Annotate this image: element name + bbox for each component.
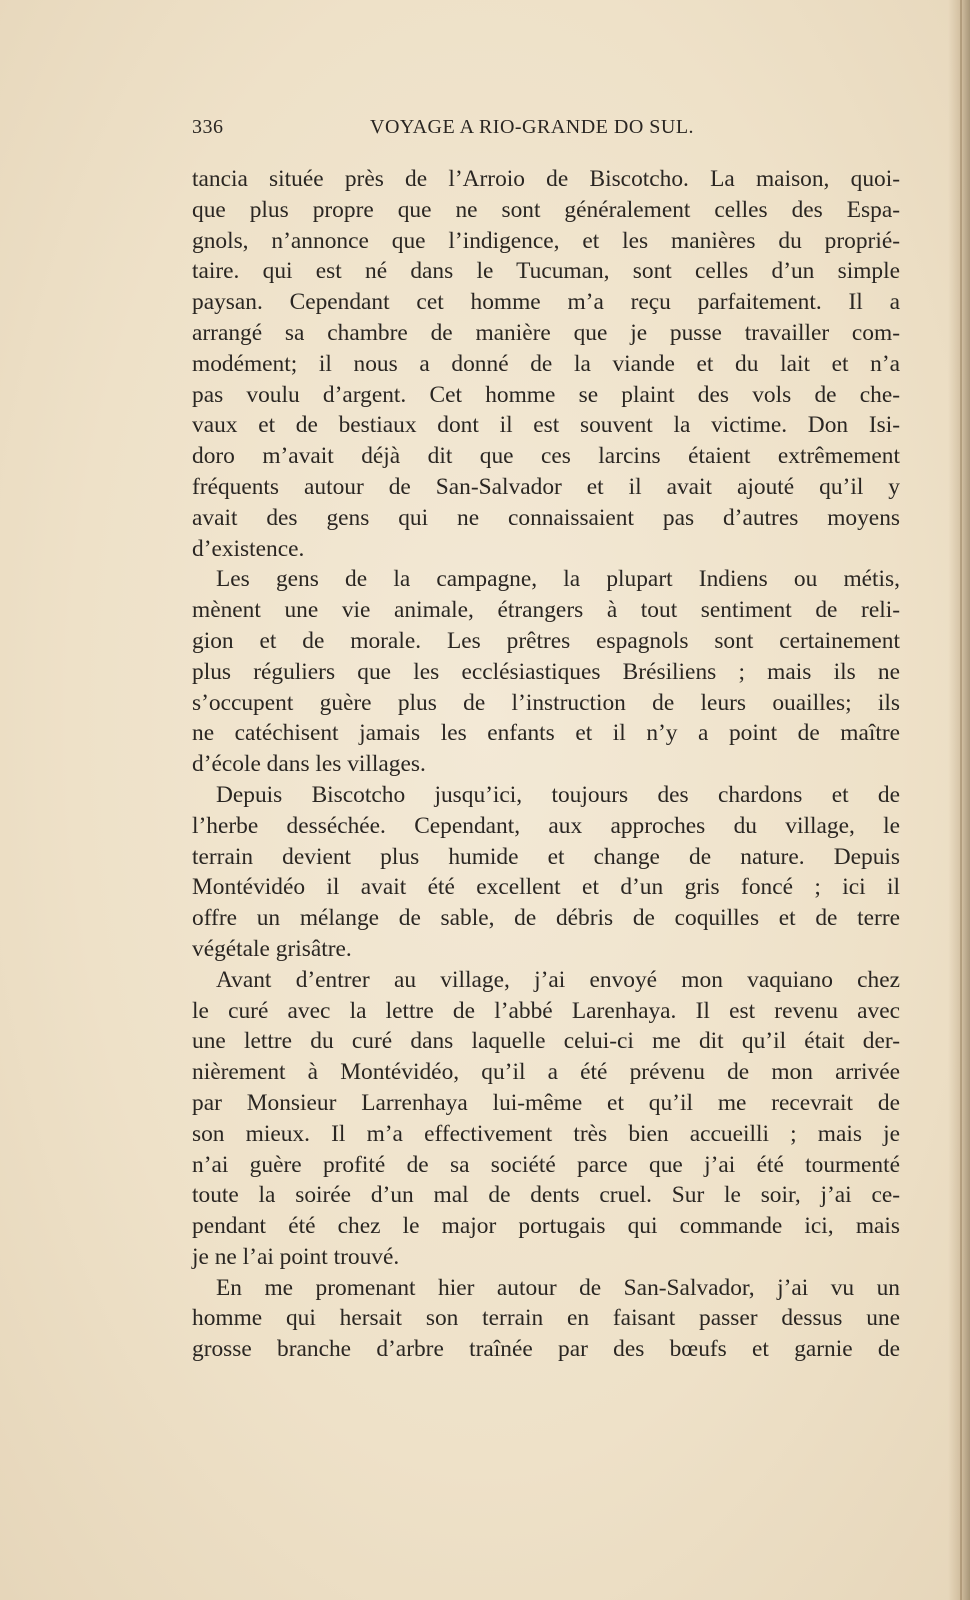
text-line: le curé avec la lettre de l’abbé Larenhaya. Il est revenu avec: [192, 997, 900, 1024]
text-line: tancia située près de l’Arroio de Biscotcho. La maison, quoi-: [192, 166, 900, 192]
text-line: pas voulu d’argent. Cet homme se plaint des vols de che-: [192, 381, 900, 408]
text-line: végétale grisâtre.: [192, 935, 352, 962]
text-line: toute la soirée d’un mal de dents cruel. Sur le soir, j’ai ce-: [192, 1182, 900, 1209]
body-text: [192, 164, 900, 1365]
text-line: homme qui hersait son terrain en faisant passer dessus une: [192, 1305, 900, 1332]
running-title: VOYAGE A RIO-GRANDE DO SUL.: [370, 116, 695, 138]
text-line: ne catéchisent jamais les enfants et il n’y a point de maître: [192, 720, 900, 747]
text-line: son mieux. Il m’a effectivement très bien accueilli ; mais je: [192, 1120, 900, 1147]
paragraph-4: [192, 965, 900, 1273]
text-line: nièrement à Montévidéo, qu’il a été prévenu de mon arrivée: [192, 1059, 900, 1086]
page-edge-line: [960, 0, 962, 1600]
text-line: mènent une vie animale, étrangers à tout sentiment de reli-: [192, 597, 900, 624]
text-line: Montévidéo il avait été excellent et d’un gris foncé ; ici il: [192, 874, 900, 901]
text-line: par Monsieur Larrenhaya lui-même et qu’il me recevrait de: [192, 1089, 900, 1116]
page-header: [192, 116, 900, 144]
text-line: une lettre du curé dans laquelle celui-ci me dit qu’il était der-: [192, 1028, 900, 1055]
text-line: Les gens de la campagne, la plupart Indiens ou métis,: [216, 566, 900, 593]
text-line: Avant d’entrer au village, j’ai envoyé mon vaquiano chez: [216, 966, 900, 993]
text-line: l’herbe desséchée. Cependant, aux approches du village, le: [192, 812, 900, 839]
text-line: taire. qui est né dans le Tucuman, sont celles d’un simple: [192, 258, 900, 285]
text-line: paysan. Cependant cet homme m’a reçu parfaitement. Il a: [192, 289, 900, 316]
text-line: gion et de morale. Les prêtres espagnols sont certainement: [192, 627, 900, 654]
text-line: je ne l’ai point trouvé.: [192, 1243, 400, 1270]
text-line: s’occupent guère plus de l’instruction de leurs ouailles; ils: [192, 689, 900, 716]
text-line: terrain devient plus humide et change de nature. Depuis: [192, 843, 900, 870]
page-edge-shadow: [948, 0, 970, 1600]
text-line: avait des gens qui ne connaissaient pas d’autres moyens: [192, 504, 900, 531]
text-line: Depuis Biscotcho jusqu’ici, toujours des chardons et de: [216, 781, 900, 808]
text-line: doro m’avait déjà dit que ces larcins étaient extrêmement: [192, 443, 900, 470]
text-line: n’ai guère profité de sa société parce que j’ai été tourmenté: [192, 1151, 900, 1178]
text-line: modément; il nous a donné de la viande et du lait et n’a: [192, 350, 900, 377]
text-line: grosse branche d’arbre traînée par des bœufs et garnie de: [192, 1336, 900, 1363]
text-line: En me promenant hier autour de San-Salvador, j’ai vu un: [216, 1274, 900, 1301]
text-line: pendant été chez le major portugais qui commande ici, mais: [192, 1213, 900, 1240]
paragraph-2: [192, 564, 900, 780]
text-line: que plus propre que ne sont généralement celles des Espa-: [192, 196, 900, 223]
paragraph-5: [192, 1273, 900, 1365]
text-line: fréquents autour de San-Salvador et il avait ajouté qu’il y: [192, 473, 900, 500]
text-line: arrangé sa chambre de manière que je pusse travailler com-: [192, 319, 900, 346]
text-line: plus réguliers que les ecclésiastiques Brésiliens ; mais ils ne: [192, 658, 900, 685]
paragraph-1: [192, 164, 900, 564]
text-line: d’existence.: [192, 535, 305, 562]
page-number: 336: [192, 116, 224, 138]
text-line: gnols, n’annonce que l’indigence, et les manières du proprié-: [192, 227, 900, 254]
text-line: vaux et de bestiaux dont il est souvent la victime. Don Isi-: [192, 412, 900, 439]
text-line: offre un mélange de sable, de débris de coquilles et de terre: [192, 905, 900, 932]
text-line: d’école dans les villages.: [192, 751, 426, 778]
paragraph-3: [192, 780, 900, 965]
